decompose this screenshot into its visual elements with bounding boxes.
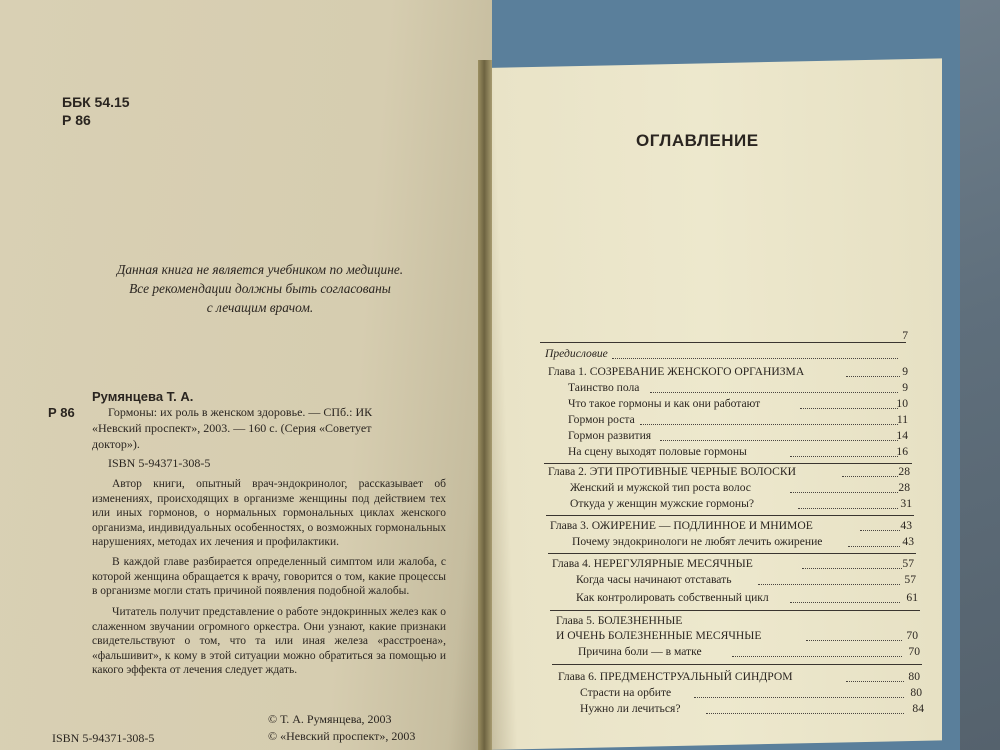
chapter-label: Глава 4. НЕРЕГУЛЯРНЫЕ МЕСЯЧНЫЕ: [552, 557, 753, 570]
toc-divider: [552, 664, 922, 665]
chapter-page: 70: [906, 629, 918, 642]
dot-leader: [790, 602, 900, 603]
bib-line-2: «Невский проспект», 2003. — 160 с. (Серия «Советует: [92, 421, 372, 435]
toc-section[interactable]: Откуда у женщин мужские гормоны?: [570, 497, 755, 510]
copyright-author: © Т. А. Румянцева, 2003: [268, 712, 392, 726]
toc-chapter-2[interactable]: [548, 465, 796, 478]
dot-leader: [612, 358, 898, 359]
chapter-label: Глава 5. БОЛЕЗНЕННЫЕ: [556, 614, 683, 627]
toc-section[interactable]: Гормон развития: [568, 429, 652, 442]
dot-leader: [660, 440, 898, 441]
dot-leader: [732, 656, 902, 657]
chapter-label: Глава 6. ПРЕДМЕНСТРУАЛЬНЫЙ СИНДРОМ: [558, 670, 793, 683]
section-page: 31: [900, 497, 912, 510]
toc-section[interactable]: Гормон роста: [568, 413, 635, 426]
dot-leader: [706, 713, 904, 714]
margin-code: Р 86: [48, 405, 75, 420]
chapter-label: Глава 3. ОЖИРЕНИЕ — ПОДЛИННОЕ И МНИМОЕ: [550, 519, 813, 532]
section-page: 43: [902, 535, 914, 548]
toc-divider: [544, 463, 912, 464]
section-page: 80: [910, 686, 922, 699]
bib-line-1: Гормоны: их роль в женском здоровье. — СПб.: ИК: [108, 405, 373, 419]
section-page: 57: [904, 573, 916, 586]
toc-section[interactable]: Причина боли — в матке: [578, 645, 702, 658]
bib-line-3: доктор»).: [92, 437, 140, 451]
toc-section[interactable]: Что такое гормоны и как они работают: [568, 397, 761, 410]
section-page: 14: [896, 429, 908, 442]
toc-section[interactable]: Таинство пола: [568, 381, 640, 394]
chapter-page: 9: [902, 365, 908, 378]
copyright-publisher: © «Невский проспект», 2003: [268, 729, 416, 743]
chapter-page: 80: [908, 670, 920, 683]
chapter-label: Глава 1. СОЗРЕВАНИЕ ЖЕНСКОГО ОРГАНИЗМА: [548, 365, 805, 378]
toc-chapter-5[interactable]: [556, 614, 682, 627]
section-page: 9: [902, 381, 908, 394]
isbn: ISBN 5-94371-308-5: [108, 456, 211, 470]
toc-section[interactable]: Женский и мужской тип роста волос: [570, 481, 751, 494]
dot-leader: [758, 584, 900, 585]
disclaimer-line-1: Данная книга не является учебником по медицине.: [116, 262, 404, 277]
dot-leader: [650, 392, 898, 393]
toc-section[interactable]: Почему эндокринологи не любят лечить ожирение: [572, 535, 823, 548]
toc-section[interactable]: Нужно ли лечиться?: [580, 702, 681, 715]
section-page: 61: [906, 591, 918, 604]
section-page: 11: [896, 413, 908, 426]
chapter-page: 43: [900, 519, 912, 532]
toc-section[interactable]: На сцену выходят половые гормоны: [568, 445, 747, 458]
toc-chapter-6[interactable]: [558, 670, 793, 683]
section-page: 28: [898, 481, 910, 494]
toc-section[interactable]: Когда часы начинают отставать: [576, 573, 732, 586]
bbk-code: ББК 54.15: [62, 94, 130, 110]
annotation-paragraph-2: В каждой главе разбирается определенный симптом или жалоба, с которой женщина обращается к врачу, говорится о том, какие процессы в организме могли стать причиной появления подобной жалобы.: [92, 556, 446, 598]
chapter-page: 28: [898, 465, 910, 478]
chapter-label: Глава 2. ЭТИ ПРОТИВНЫЕ ЧЕРНЫЕ ВОЛОСКИ: [548, 465, 796, 478]
section-page: 84: [912, 702, 924, 715]
preface-page: 7: [902, 329, 908, 342]
preface-label: Предисловие: [545, 347, 608, 360]
toc-section[interactable]: Страсти на орбите: [580, 686, 672, 699]
catalog-code: Р 86: [62, 112, 91, 128]
book-gutter: [478, 60, 492, 750]
section-page: 70: [908, 645, 920, 658]
dot-leader: [694, 697, 904, 698]
dot-leader: [640, 424, 898, 425]
toc-section[interactable]: Как контролировать собственный цикл: [576, 591, 769, 604]
section-page: 10: [896, 397, 908, 410]
author-name: Румянцева Т. А.: [92, 389, 194, 404]
toc-chapter-5-line-2: И ОЧЕНЬ БОЛЕЗНЕННЫЕ МЕСЯЧНЫЕ: [556, 629, 762, 642]
toc-top-rule: [540, 342, 906, 343]
disclaimer-line-3: с лечащим врачом.: [206, 300, 314, 315]
disclaimer-line-2: Все рекомендации должны быть согласованы: [129, 281, 391, 296]
annotation-paragraph-1: Автор книги, опытный врач-эндокринолог, рассказывает об изменениях, происходящих в организме женщины под действием тех или иных гормонов, о нормальных гормональных циклах женского организма, индивидуальных особенностях, о возможных гормональных нарушениях, методах их лечения и профилактики.: [92, 478, 446, 549]
toc-chapter-4[interactable]: [552, 557, 753, 570]
isbn-bottom: ISBN 5-94371-308-5: [52, 731, 155, 745]
toc-heading: ОГЛАВЛЕНИЕ: [636, 131, 759, 150]
toc-divider: [546, 515, 914, 516]
section-page: 16: [896, 445, 908, 458]
toc-chapter-3[interactable]: [550, 519, 813, 532]
toc-divider: [548, 553, 916, 554]
annotation-paragraph-3: Читатель получит представление о работе эндокринных желез как о слаженном звучании огромного оркестра. Они узнают, какие признаки свидетельствуют о том, что та или иная железа «расстроена», «фальшивит», к кому в этой ситуации можно обратиться за помощью и какого эффекта от лечения следует ждать.: [92, 606, 446, 677]
chapter-page: 57: [902, 557, 914, 570]
toc-chapter-1[interactable]: [548, 365, 804, 378]
toc-divider: [550, 610, 920, 611]
